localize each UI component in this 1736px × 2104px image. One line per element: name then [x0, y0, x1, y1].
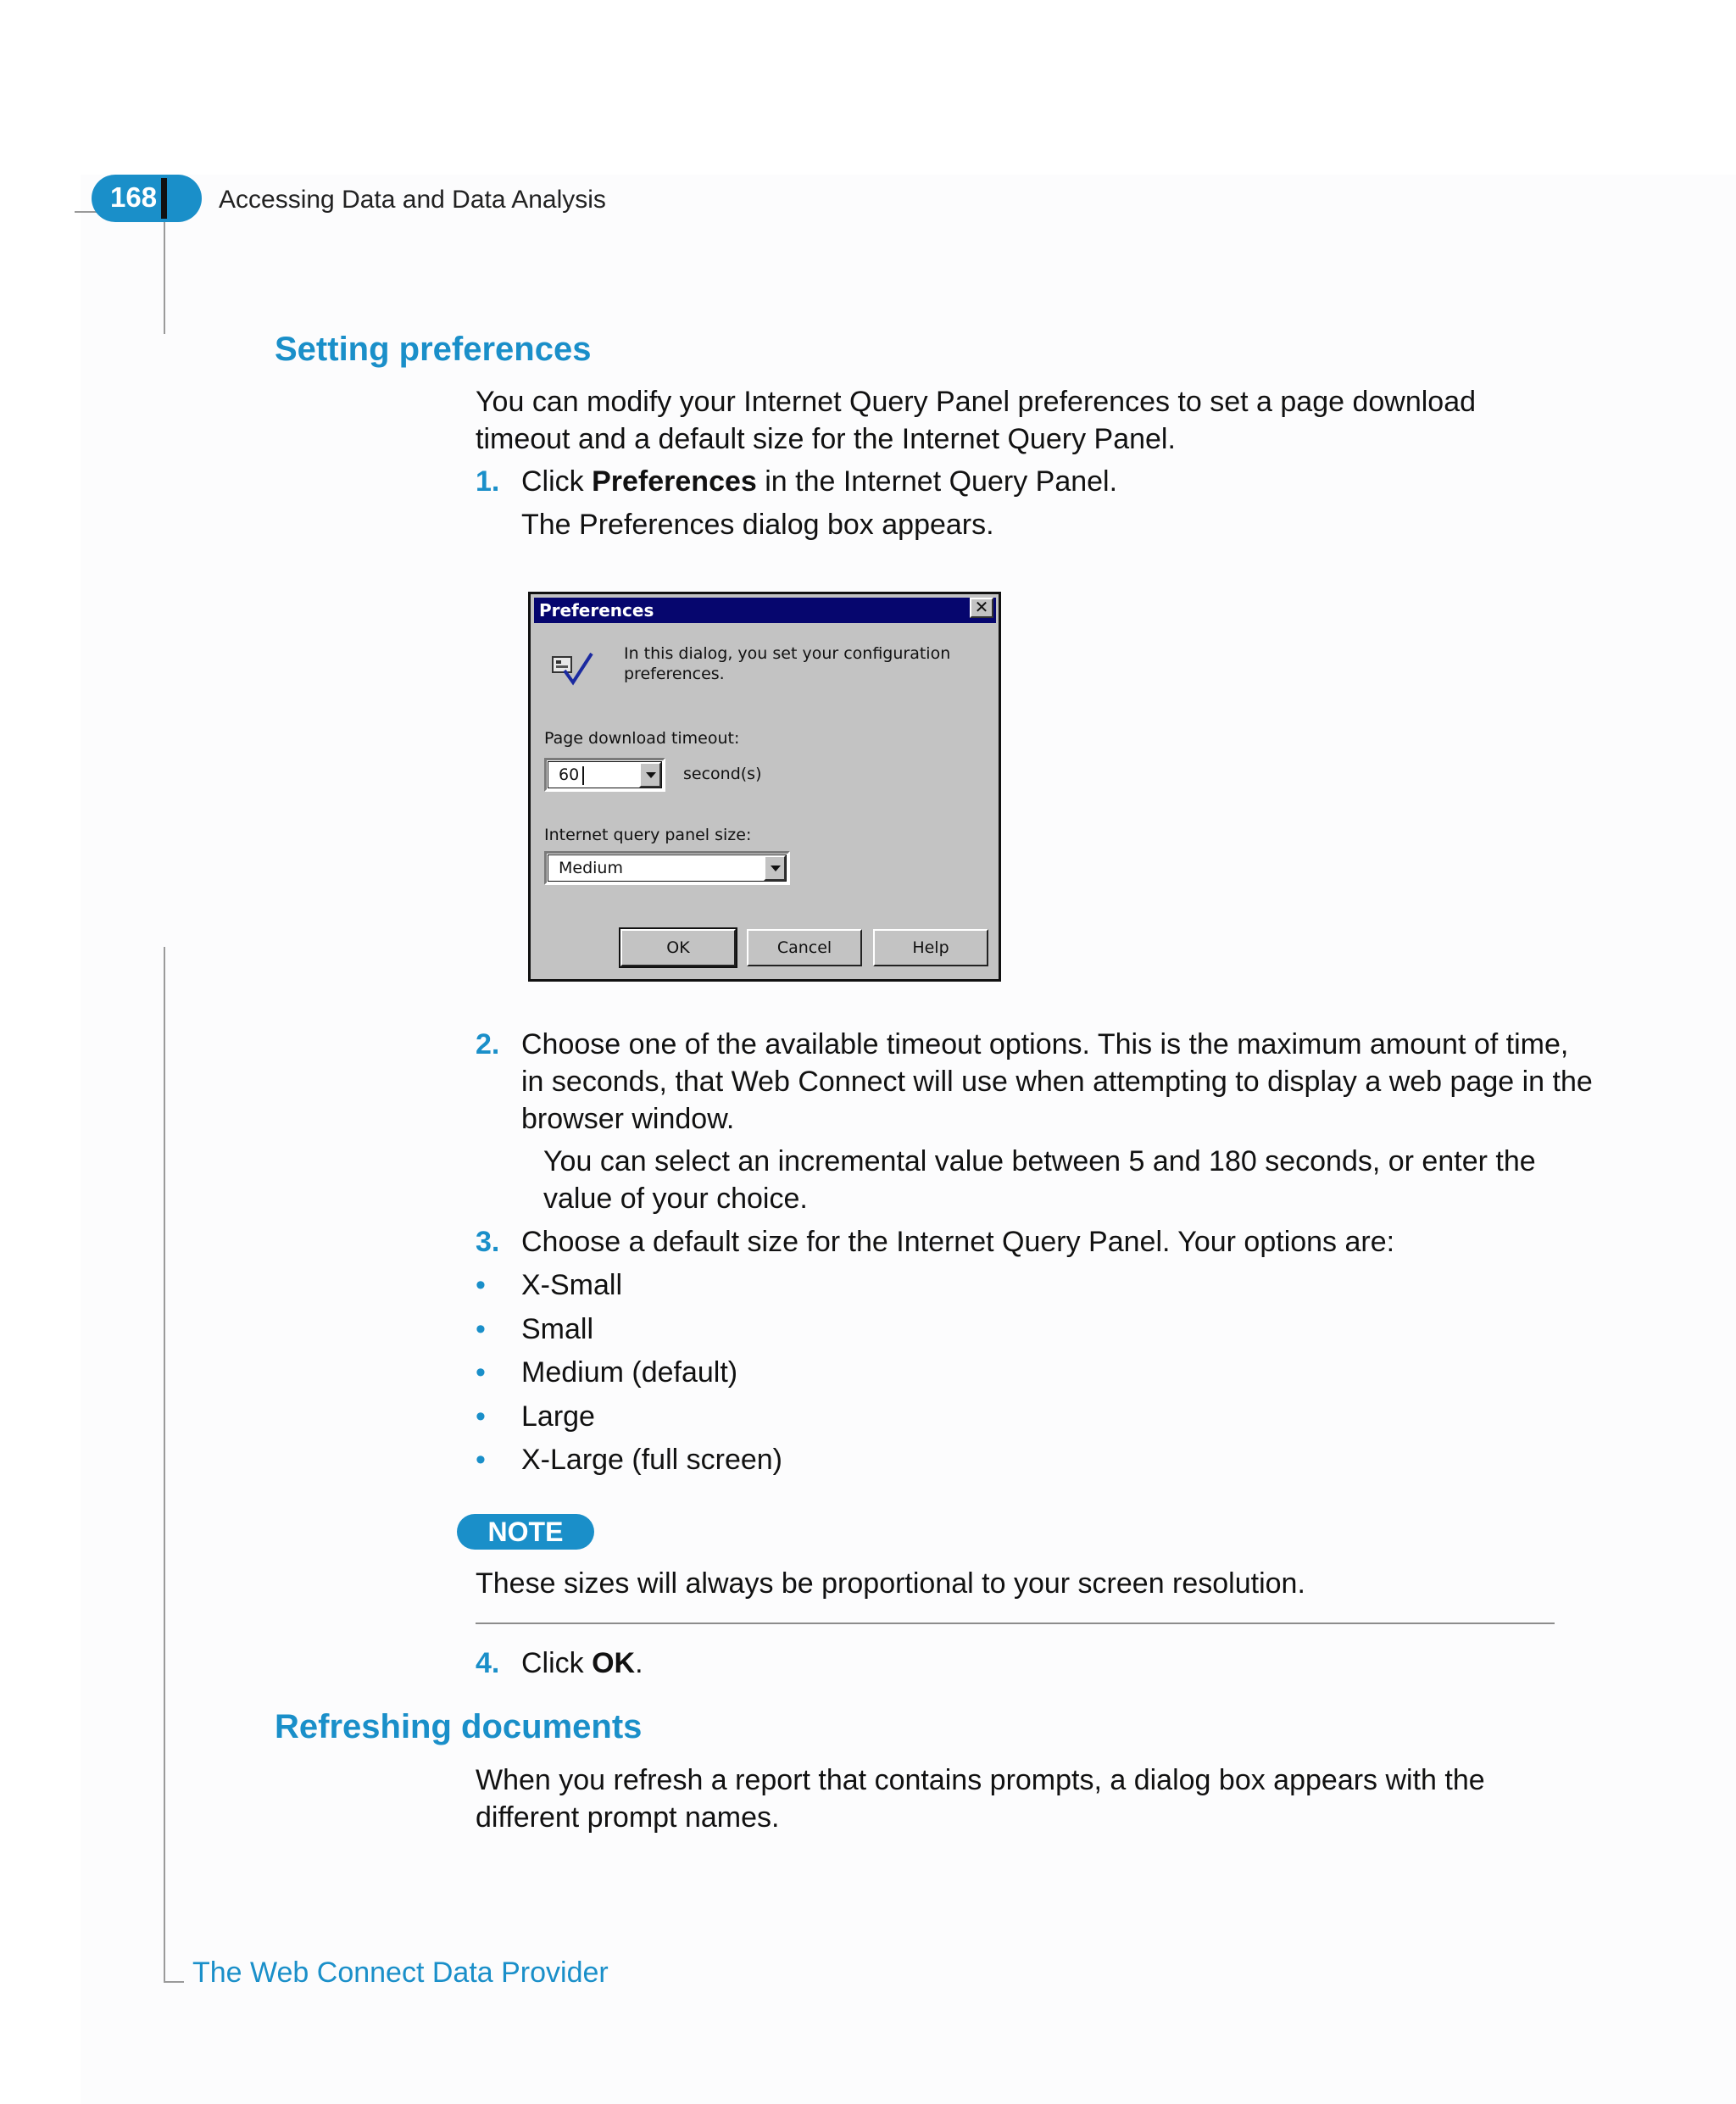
footer-title: The Web Connect Data Provider: [192, 1956, 609, 1989]
footer-rule: [164, 1981, 184, 1983]
panel-size-value: Medium: [559, 859, 623, 877]
dialog-title-bar: [534, 598, 996, 623]
section-heading-refreshing-documents: Refreshing documents: [275, 1708, 643, 1745]
chevron-down-icon[interactable]: [764, 855, 786, 881]
note-divider: [476, 1623, 1555, 1624]
dialog-description: In this dialog, you set your configuration preferences.: [624, 644, 951, 683]
step-text: Click OK.: [521, 1647, 643, 1679]
help-button[interactable]: Help: [873, 929, 988, 966]
step-number: 2.: [476, 1028, 500, 1060]
step-text: Choose a default size for the Internet Query Panel. Your options are:: [521, 1226, 1395, 1258]
ok-button[interactable]: OK: [620, 929, 736, 966]
bullet-icon: •: [476, 1269, 486, 1301]
section-heading-setting-preferences: Setting preferences: [275, 331, 592, 368]
cancel-button[interactable]: Cancel: [747, 929, 862, 966]
step-number: 1.: [476, 465, 500, 498]
list-item-text: Small: [521, 1313, 594, 1345]
text-caret: [582, 766, 584, 785]
bullet-icon: •: [476, 1400, 486, 1433]
preferences-check-icon: [549, 645, 597, 693]
list-item-text: Medium (default): [521, 1356, 738, 1389]
bullet-icon: •: [476, 1444, 486, 1476]
margin-rule-top: [164, 219, 165, 334]
note-text: These sizes will always be proportional to your screen resolution.: [476, 1567, 1305, 1600]
step-text: Click Preferences in the Internet Query Panel.: [521, 465, 1118, 498]
bullet-icon: •: [476, 1356, 486, 1389]
step-2-detail: You can select an incremental value between 5 and 180 seconds, or enter the value of your choice.: [543, 1145, 1536, 1215]
chevron-down-icon[interactable]: [639, 762, 661, 788]
intro-paragraph: You can modify your Internet Query Panel preferences to set a page download timeout and a default size for the Internet Query Panel.: [476, 386, 1477, 455]
page-number-bar: [161, 178, 167, 219]
list-item-text: Large: [521, 1400, 595, 1433]
list-item-text: X-Small: [521, 1269, 623, 1301]
timeout-label: Page download timeout:: [544, 729, 740, 748]
panel-size-label: Internet query panel size:: [544, 826, 752, 844]
page-number: 168: [110, 181, 158, 213]
timeout-combobox[interactable]: [544, 758, 665, 792]
note-badge: NOTE: [457, 1514, 594, 1550]
timeout-unit: second(s): [683, 765, 762, 783]
timeout-value: 60: [559, 765, 580, 784]
step-text: Choose one of the available timeout options. This is the maximum amount of time, in seconds, that Web Connect will use when attempting to display a web page in the browser window.: [521, 1028, 1593, 1135]
dialog-title: Preferences: [539, 600, 654, 621]
close-icon[interactable]: ✕: [970, 598, 993, 618]
refresh-paragraph: When you refresh a report that contains prompts, a dialog box appears with the different prompt names.: [476, 1764, 1485, 1834]
step-1-result: The Preferences dialog box appears.: [521, 509, 994, 541]
step-number: 4.: [476, 1647, 500, 1679]
step-number: 3.: [476, 1226, 500, 1258]
panel-size-combobox[interactable]: [544, 851, 790, 885]
list-item-text: X-Large (full screen): [521, 1444, 783, 1476]
running-title: Accessing Data and Data Analysis: [219, 186, 606, 214]
preferences-dialog: [528, 592, 1001, 982]
margin-rule-bottom: [164, 947, 165, 1983]
bullet-icon: •: [476, 1313, 486, 1345]
